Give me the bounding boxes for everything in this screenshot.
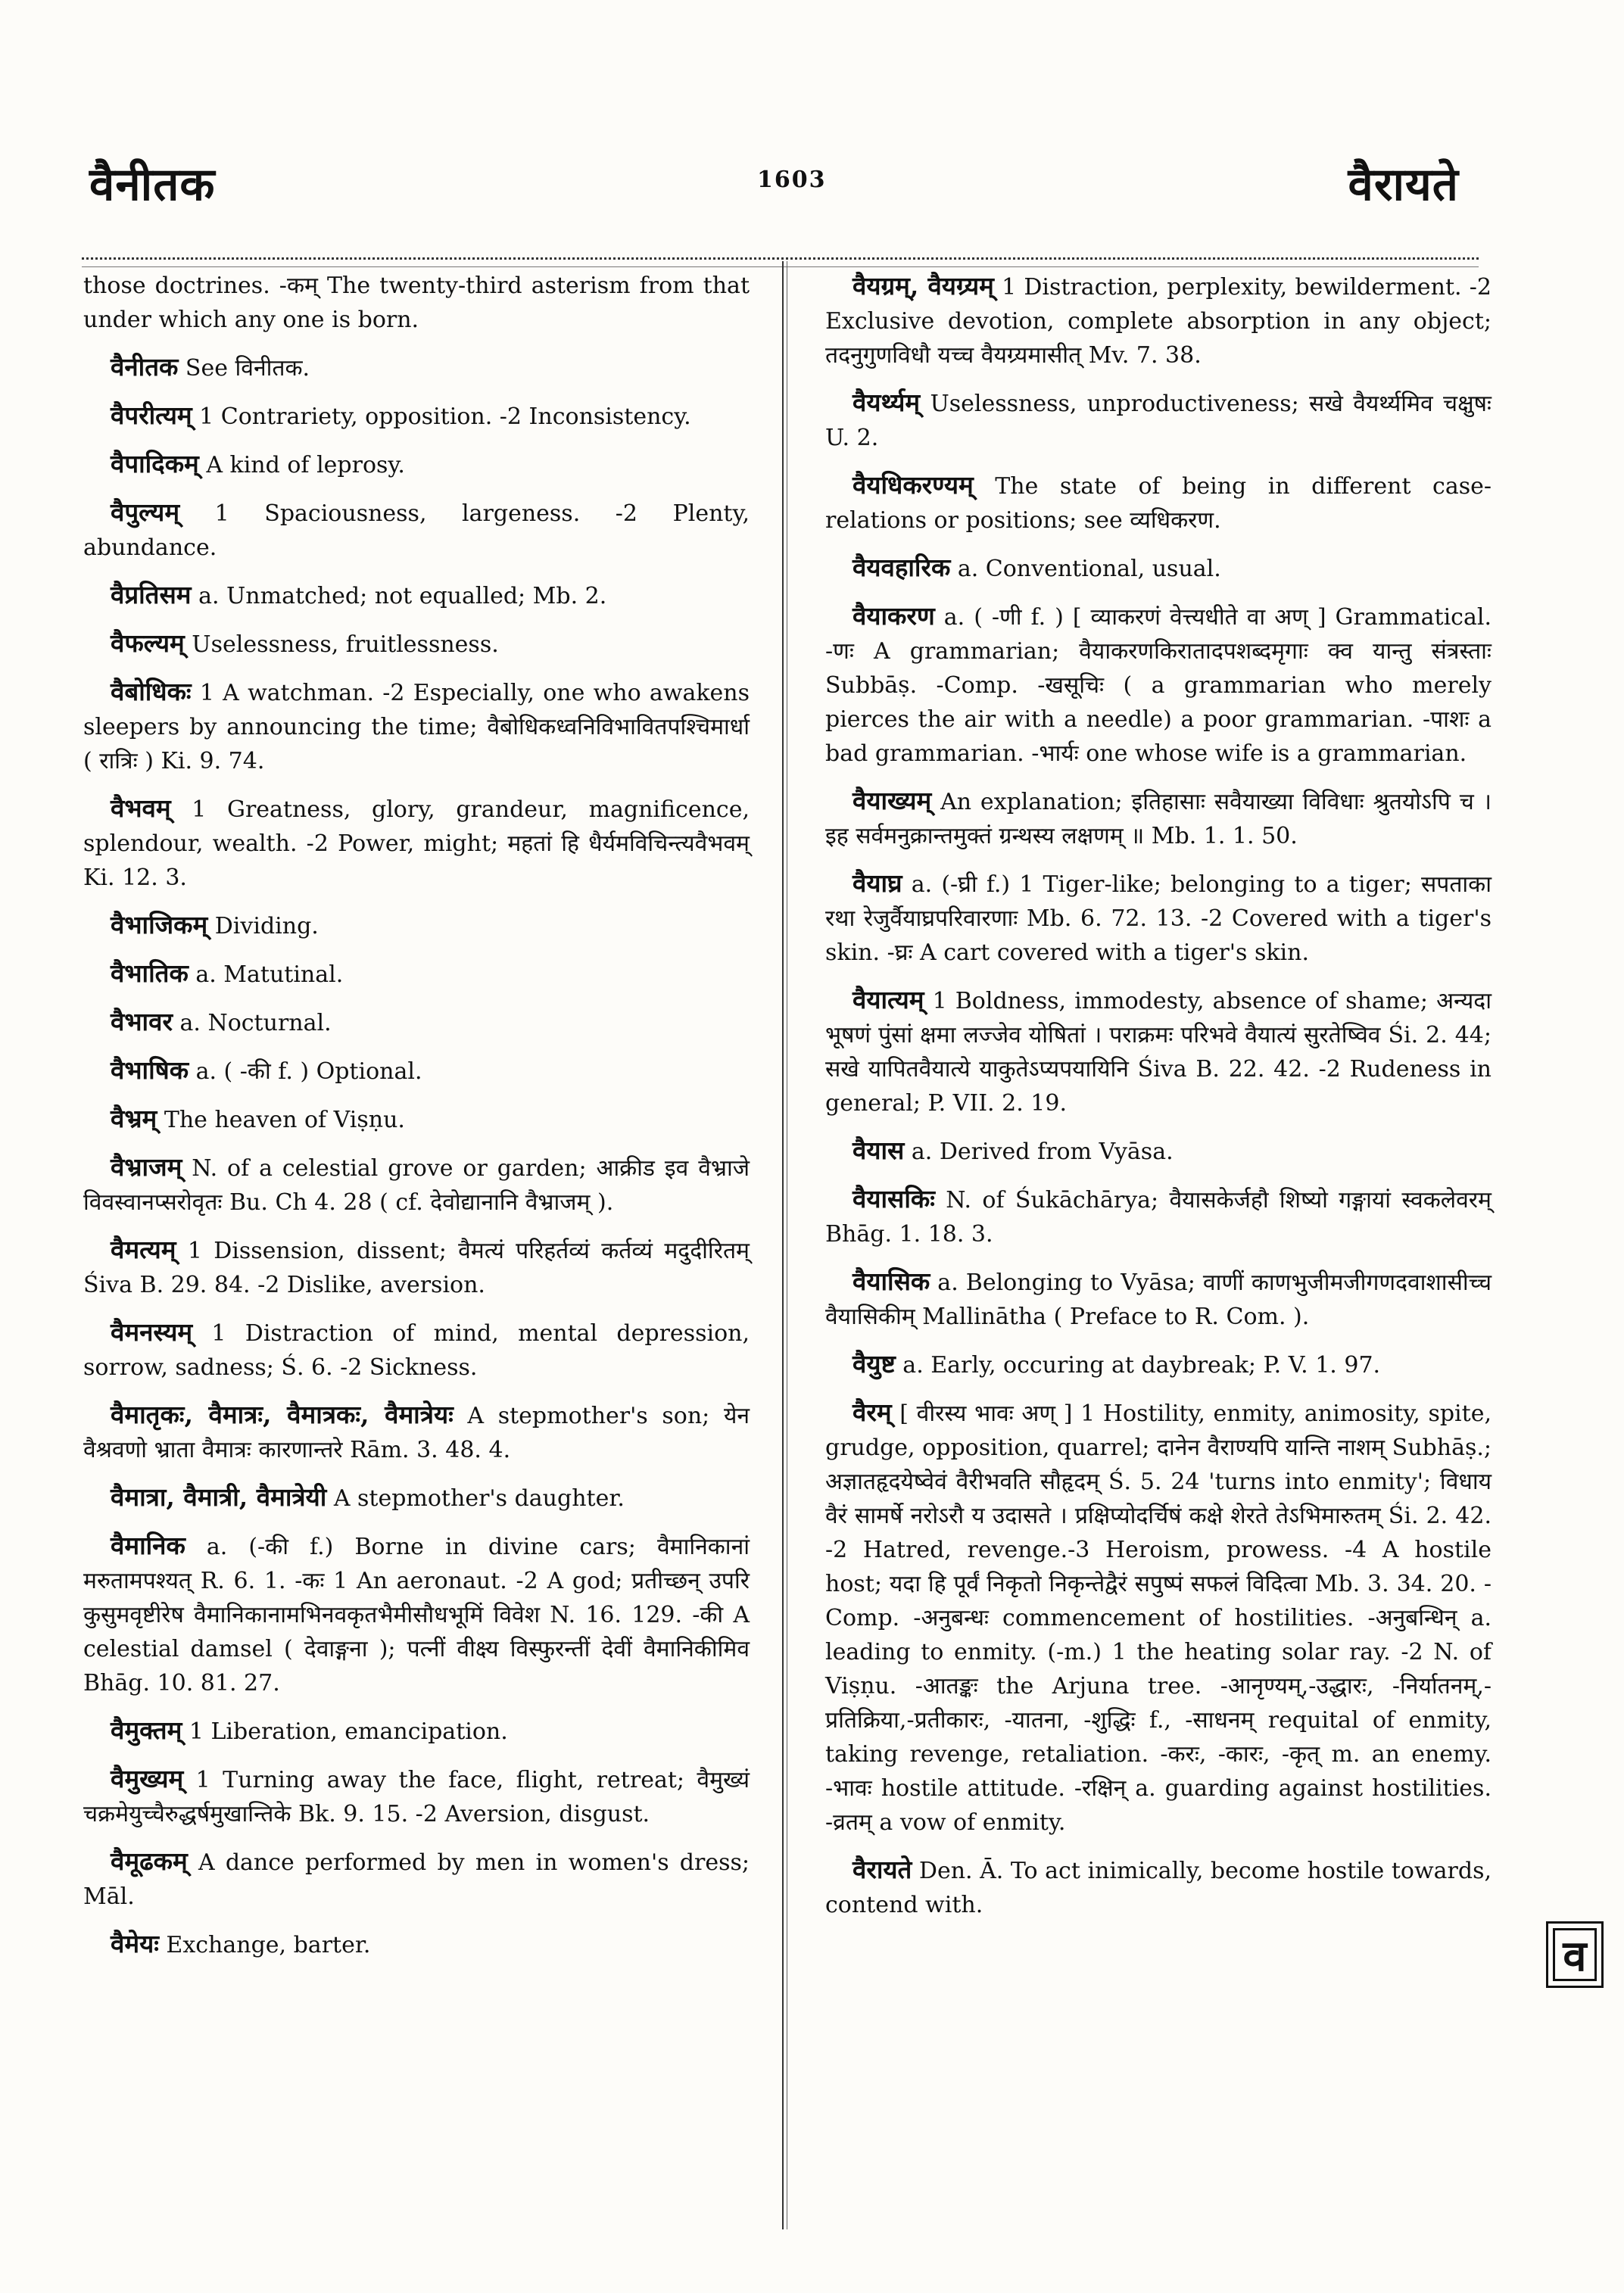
- entry-definition: Uselessness, fruitlessness.: [184, 631, 499, 658]
- entry-definition: An explanation; इतिहासाः सवैयाख्या विविधाः श्रुतयोऽपि च । इह सर्वमनुक्रान्तमुक्तं ग्रन्थस्य लक्षणम् ॥ Mb. 1. 1. 50.: [825, 789, 1492, 849]
- entry-definition: N. of Śukāchārya; वैयासकेर्जहौ शिष्यो गङ्गायां स्वकलेवरम् Bhāg. 1. 18. 3.: [825, 1187, 1492, 1248]
- dictionary-entry: [83, 1150, 750, 1220]
- entry-definition: 1 Distraction of mind, mental depression, sorrow, sadness; Ś. 6. -2 Sickness.: [83, 1320, 750, 1381]
- dictionary-entry: [83, 1101, 750, 1137]
- entry-definition: 1 Liberation, emancipation.: [182, 1718, 508, 1745]
- dictionary-entry: [825, 269, 1492, 372]
- dictionary-entry: [83, 1762, 750, 1831]
- dictionary-entry: [825, 1852, 1492, 1922]
- dictionary-entry: [825, 1395, 1492, 1840]
- entry-headword: वैमातृकः, वैमात्रः, वैमात्रकः, वैमात्रेयः: [111, 1400, 454, 1429]
- dictionary-entry: [825, 599, 1492, 771]
- entry-headword: वैभातिक: [111, 958, 189, 988]
- entry-headword: वैमानिक: [111, 1531, 185, 1560]
- entry-headword: वैयर्थ्यम्: [853, 388, 921, 417]
- entry-headword: वैयुष्ट: [853, 1349, 896, 1379]
- entry-definition: A stepmother's son; येन वैश्रवणो भ्राता वैमात्रः कारणान्तरे Rām. 3. 48. 4.: [83, 1403, 750, 1463]
- entry-headword: वैयास: [853, 1136, 905, 1165]
- header-right-guideword: वैरायते: [1348, 158, 1459, 211]
- entry-headword: वैबोधिकः: [111, 677, 192, 706]
- dictionary-entry: [825, 784, 1492, 853]
- entry-headword: वैमत्यम्: [111, 1235, 176, 1264]
- entry-definition: [ वीरस्य भावः अण् ] 1 Hostility, enmity, animosity, spite, grudge, opposition, quarrel; दानेन वैराण्यपि यान्ति नाशम् Subhāṣ.; अज्ञातहृदयेष्वेवं वैरीभवति सौहृदम् Ś. 5. 24 'turns into enmity'; विधाय वैरं सामर्षे नरोऽरौ य उदासते । प्रक्षिप्योदर्चिषं कक्षे शेरते तेऽभिमारुतम् Śi. 2. 42. -2 Hatred, revenge.-3 Heroism, prowess. -4 A hostile host; यदा हि पूर्वं निकृतो निकृन्तेद्वैरं सपुष्पं सफलं विदित्वा Mb. 3. 34. 20. -Comp. -अनुबन्धः commencement of hostilities. -अनुबन्धिन् a. leading to enmity. (-m.) 1 the heating solar ray. -2 N. of Viṣṇu. -आतङ्कः the Arjuna tree. -आनृण्यम्,-उद्धारः, -निर्यातनम्,-प्रतिक्रिया,-प्रतीकारः, -यातना, -शुद्धिः f., -साधनम् requital of enmity, taking revenge, retaliation. -करः, -कारः, -कृत् m. an enemy. -भावः hostile attitude. -रक्षिन् a. guarding against hostilities. -व्रतम् a vow of enmity.: [825, 1400, 1492, 1836]
- entry-definition: a. Derived from Vyāsa.: [904, 1139, 1174, 1165]
- entry-definition: 1 Dissension, dissent; वैमत्यं परिहर्तव्यं कर्तव्यं मदुदीरितम् Śiva B. 29. 84. -2 Dislike, aversion.: [83, 1238, 750, 1298]
- dictionary-entry: [825, 385, 1492, 455]
- entry-headword: वैरायते: [853, 1855, 912, 1884]
- dictionary-entry: [83, 908, 750, 943]
- dictionary-entry: [83, 1844, 750, 1914]
- entry-definition: 1 Distraction, perplexity, bewilderment. -2 Exclusive devotion, complete absorption in any object; तदनुगुणविधौ यच्च वैयग्र्यमासीत् Mv. 7. 38.: [825, 274, 1492, 369]
- entry-definition: a. ( -की f. ) Optional.: [189, 1058, 422, 1085]
- entry-headword: वैयाकरण: [853, 601, 935, 631]
- entry-headword: वैयासिक: [853, 1266, 930, 1296]
- dictionary-entry: [83, 1315, 750, 1385]
- entry-definition: 1 Contrariety, opposition. -2 Inconsistency.: [192, 403, 691, 430]
- dictionary-entry: [825, 1264, 1492, 1334]
- entry-definition: A dance performed by men in women's dress; Māl.: [83, 1849, 750, 1910]
- dictionary-entry: [83, 1480, 750, 1516]
- dictionary-entry: [83, 626, 750, 662]
- dictionary-entry: [83, 398, 750, 434]
- entry-headword: वैयग्रम्, वैयग्र्यम्: [853, 271, 994, 301]
- entry-definition: A stepmother's daughter.: [326, 1485, 625, 1512]
- entry-definition: N. of a celestial grove or garden; आक्रीड इव वैभ्राजे विवस्वानप्सरोवृतः Bu. Ch 4. 28 ( cf. देवोद्यानानि वैभ्राजम् ).: [83, 1155, 750, 1216]
- dictionary-entry: [83, 1397, 750, 1467]
- entry-definition: a. (-घ्री f.) 1 Tiger-like; belonging to a tiger; सपताका रथा रेजुर्वैयाघ्रपरिवारणाः Mb. 6. 72. 13. -2 Covered with a tiger's skin. -घ्रः A cart covered with a tiger's skin.: [825, 871, 1492, 966]
- entry-headword: वैमात्रा, वैमात्री, वैमात्रेयी: [111, 1482, 327, 1512]
- right-column: [825, 269, 1492, 1935]
- entry-definition: Dividing.: [207, 913, 319, 939]
- entry-definition: 1 A watchman. -2 Especially, one who awakens sleepers by announcing the time; वैबोधिकध्वनिविभावितपश्चिमार्धा ( रात्रिः ) Ki. 9. 74.: [83, 680, 750, 774]
- dictionary-entry: [825, 550, 1492, 586]
- entry-headword: वैभाजिकम्: [111, 910, 208, 939]
- entry-definition: The state of being in different case-relations or positions; see व्यधिकरण.: [825, 473, 1492, 534]
- entry-headword: वैयात्यम्: [853, 985, 924, 1014]
- entry-headword: वैयासकिः: [853, 1184, 935, 1213]
- left-column: [83, 269, 750, 1975]
- dictionary-entry: [825, 468, 1492, 537]
- entry-headword: वैमनस्यम्: [111, 1317, 193, 1347]
- entry-definition: a. Nocturnal.: [172, 1010, 332, 1036]
- entry-definition: a. Unmatched; not equalled; Mb. 2.: [191, 583, 607, 609]
- dictionary-entry: [825, 1133, 1492, 1169]
- dictionary-entry: [83, 791, 750, 895]
- dictionary-entry: [83, 578, 750, 613]
- dictionary-entry: [83, 1053, 750, 1089]
- entry-headword: वैयवहारिक: [853, 553, 951, 582]
- dictionary-entry: [825, 1347, 1492, 1382]
- entry-headword: वैफल्यम्: [111, 628, 185, 658]
- entry-headword: वैपुल्यम्: [111, 497, 180, 527]
- entry-definition: a. ( -णी f. ) [ व्याकरणं वेत्त्यधीते वा अण् ] Grammatical. -णः A grammarian; वैयाकरणकिरातादपशब्दमृगाः क्व यान्तु संत्रस्ताः Subbāṣ. -Comp. -खसूचिः ( a grammarian who merely pierces the air with a needle) a poor grammarian. -पाशः a bad grammarian. -भार्यः one whose wife is a grammarian.: [825, 604, 1492, 767]
- entry-definition: a. Early, occuring at daybreak; P. V. 1. 97.: [895, 1352, 1381, 1379]
- dictionary-entry: [83, 1528, 750, 1700]
- entry-headword: वैभाषिक: [111, 1055, 189, 1085]
- entry-headword: वैमुक्तम्: [111, 1715, 182, 1745]
- entry-headword: वैपरीत्यम्: [111, 400, 192, 430]
- entry-definition: 1 Turning away the face, flight, retreat; वैमुख्यं चक्रमेयुच्चैरुद्धर्षमुखान्तिके Bk. 9. 15. -2 Aversion, disgust.: [83, 1767, 750, 1827]
- entry-headword: वैमेयः: [111, 1929, 159, 1958]
- entry-headword: वैभवम्: [111, 793, 171, 823]
- entry-definition: 1 Greatness, glory, grandeur, magnificence, splendour, wealth. -2 Power, might; महतां हि धैर्यमविचिन्त्यवैभवम् Ki. 12. 3.: [83, 796, 750, 891]
- dictionary-entry: [83, 1232, 750, 1302]
- entry-definition: Den. Ā. To act inimically, become hostile towards, contend with.: [825, 1858, 1492, 1918]
- entry-definition: A kind of leprosy.: [198, 452, 405, 478]
- dictionary-entry: [825, 1182, 1492, 1251]
- dictionary-entry: [825, 866, 1492, 970]
- entry-definition: Exchange, barter.: [158, 1932, 371, 1958]
- entry-headword: वैभ्रम्: [111, 1104, 157, 1133]
- entry-definition: a. Matutinal.: [188, 961, 344, 988]
- dictionary-entry: [83, 1927, 750, 1962]
- entry-definition: those doctrines. -कम् The twenty-third asterism from that under which any one is born.: [83, 273, 750, 333]
- header-dotted-rule: [82, 257, 1479, 260]
- entry-definition: a. (-की f.) Borne in divine cars; वैमानिकानां मरुतामपश्यत् R. 6. 1. -कः 1 An aeronaut. -2 A god; प्रतीच्छन् उपरि कुसुमवृष्टीरेष वैमानिकानामभिनवकृतभैमीसौधभूमिं विवेश N. 16. 129. -की A celestial damsel ( देवाङ्गना ); पत्नीं वीक्ष्य विस्फुरन्तीं देवीं वैमानिकीमिव Bhāg. 10. 81. 27.: [83, 1534, 750, 1696]
- entry-definition: a. Conventional, usual.: [950, 556, 1221, 582]
- entry-definition: 1 Spaciousness, largeness. -2 Plenty, abundance.: [83, 500, 750, 561]
- dictionary-entry: [83, 956, 750, 992]
- header-left-guideword: वैनीतक: [89, 158, 216, 211]
- entry-headword: वैनीतक: [111, 352, 179, 382]
- entry-headword: वैमुख्यम्: [111, 1764, 184, 1793]
- entry-headword: वैयाघ्र: [853, 868, 902, 898]
- entry-headword: वैभ्राजम्: [111, 1152, 182, 1182]
- entry-headword: वैमूढकम्: [111, 1846, 188, 1876]
- dictionary-entry: [83, 350, 750, 385]
- entry-definition: a. Belonging to Vyāsa; वाणीं काणभुजीमजीगणदवाशासीच्च वैयासिकीम् Mallinātha ( Preface to R. Com. ).: [825, 1270, 1492, 1330]
- entry-headword: वैयधिकरण्यम्: [853, 470, 974, 500]
- dictionary-entry: [83, 447, 750, 482]
- dictionary-entry: [83, 1713, 750, 1749]
- dictionary-entry: [825, 983, 1492, 1120]
- entry-headword: वैभावर: [111, 1007, 173, 1036]
- dictionary-entry: [83, 269, 750, 337]
- thumb-index-tab: व: [1546, 1921, 1604, 1988]
- dictionary-entry: [83, 675, 750, 778]
- dictionary-entry: [83, 1005, 750, 1040]
- entry-headword: वैप्रतिसम: [111, 580, 192, 609]
- entry-definition: 1 Boldness, immodesty, absence of shame; अन्यदा भूषणं पुंसां क्षमा लज्जेव योषितां । पराक्रमः परिभवे वैयात्यं सुरतेष्विव Śi. 2. 44; सखे यापितवैयात्ये याकुतेऽप्यपयायिनि Śiva B. 22. 42. -2 Rudeness in general; P. VII. 2. 19.: [825, 988, 1492, 1117]
- entry-definition: Uselessness, unproductiveness; सखे वैयर्थ्यमिव चक्षुषः U. 2.: [825, 391, 1492, 451]
- entry-definition: The heaven of Viṣṇu.: [157, 1107, 405, 1133]
- column-divider: [782, 261, 784, 2229]
- entry-headword: वैरम्: [853, 1397, 892, 1427]
- dictionary-entry: [83, 495, 750, 565]
- entry-definition: See विनीतक.: [178, 355, 310, 382]
- page-number: 1603: [757, 167, 827, 193]
- entry-headword: वैयाख्यम्: [853, 786, 932, 815]
- entry-headword: वैपादिकम्: [111, 449, 199, 478]
- header-rule: [82, 266, 1479, 267]
